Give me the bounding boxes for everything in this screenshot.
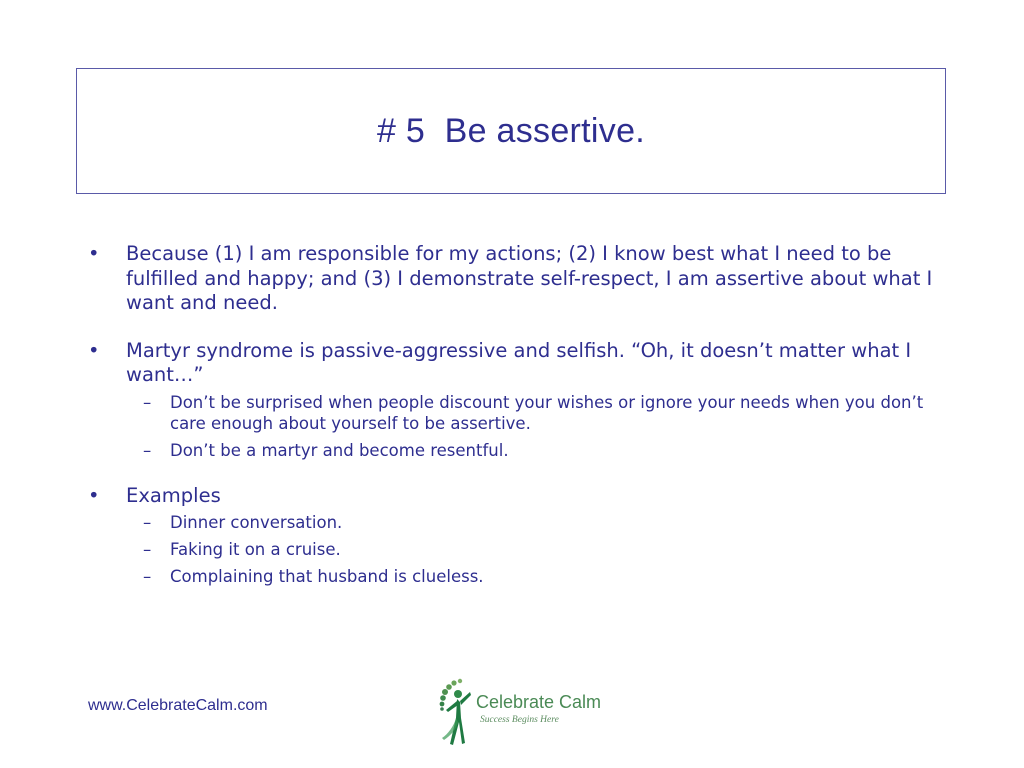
bullet-marker: • [88,242,100,265]
sub-marker: – [143,567,152,586]
celebrate-calm-logo [436,678,606,750]
sub-item [126,566,936,587]
sub-marker: – [143,440,152,460]
sub-text: Don’t be surprised when people discount your wishes or ignore your needs when you don’t care enough about yourself to be assertive. [170,392,924,433]
bullet-item [86,339,936,461]
sub-marker: – [143,513,152,532]
bullet-text: Martyr syndrome is passive-aggressive and selfish. “Oh, it doesn’t matter what I want…” [126,338,912,386]
bullet-marker: • [88,338,100,362]
logo-tagline: Success Begins Here [480,715,559,725]
sub-text: Faking it on a cruise. [170,540,341,559]
slide-title: # 5 Be assertive. [376,111,646,150]
sub-item [126,539,936,560]
sub-marker: – [143,392,152,412]
bullet-item [86,242,936,316]
sub-text: Dinner conversation. [170,513,343,532]
title-box [76,68,946,194]
sub-item [126,440,936,461]
sub-item [126,392,936,434]
footer-url: www.CelebrateCalm.com [88,697,268,714]
sub-text: Complaining that husband is clueless. [170,567,484,586]
logo-figure-icon [436,678,476,750]
sub-item [126,512,936,533]
bullet-marker: • [88,483,100,507]
bullet-text: Because (1) I am responsible for my actions; (2) I know best what I need to be fulfilled and happy; and (3) I demonstrate self-respect, I am assertive about what I want and need. [126,242,933,314]
bullet-item [86,484,936,588]
sub-list [126,512,936,587]
sub-text: Don’t be a martyr and become resentful. [170,440,509,460]
sub-list [126,392,936,461]
bullet-text: Examples [126,483,221,507]
sub-marker: – [143,540,152,559]
logo-name: Celebrate Calm [476,692,602,712]
bullet-list [86,242,936,610]
